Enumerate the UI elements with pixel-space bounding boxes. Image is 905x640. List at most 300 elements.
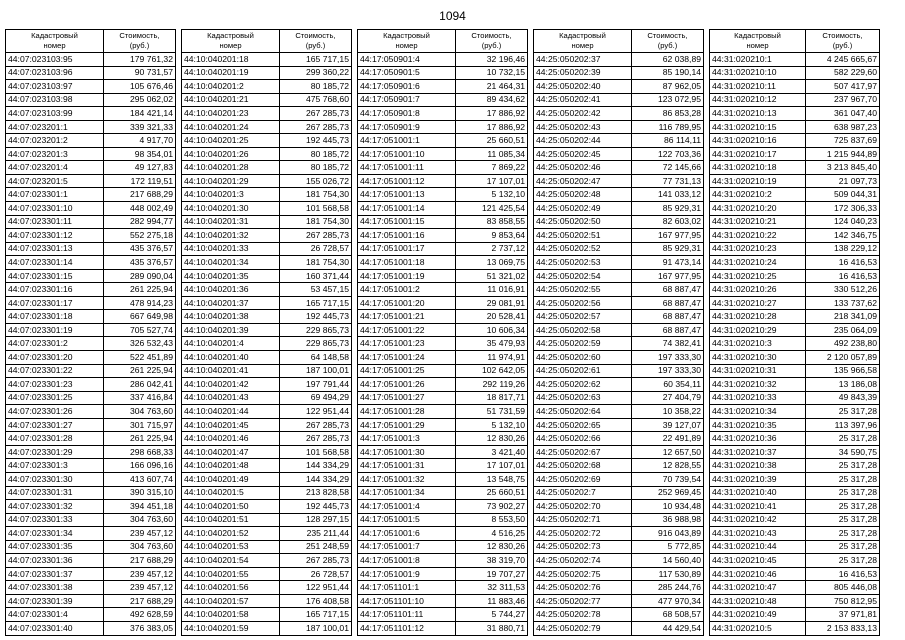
table-row <box>182 134 352 148</box>
table-row <box>182 567 352 581</box>
cadastral-number-cell: 44:25:050202:66 <box>534 432 632 446</box>
cadastral-number-cell: 44:31:020210:24 <box>710 256 806 270</box>
cadastral-number-cell: 44:10:040201:3 <box>182 188 280 202</box>
table-row <box>182 459 352 473</box>
table-row <box>534 161 704 175</box>
cost-cell: 102 642,05 <box>456 364 528 378</box>
cadastral-number-cell: 44:31:020210:3 <box>710 337 806 351</box>
cadastral-number-cell: 44:25:050202:45 <box>534 147 632 161</box>
table-row <box>182 608 352 622</box>
table-row <box>182 472 352 486</box>
table-row <box>6 351 176 365</box>
table-header-row <box>6 30 176 53</box>
cadastral-number-header: Кадастровый номер <box>182 30 280 53</box>
cadastral-number-cell: 44:10:040201:37 <box>182 296 280 310</box>
table-row <box>534 53 704 67</box>
table-row <box>6 594 176 608</box>
cost-cell: 229 865,73 <box>280 323 352 337</box>
cost-cell: 229 865,73 <box>280 337 352 351</box>
cost-cell: 25 317,28 <box>806 500 880 514</box>
cadastral-number-cell: 44:25:050202:64 <box>534 405 632 419</box>
table-row <box>358 554 528 568</box>
cadastral-number-cell: 44:25:050202:48 <box>534 188 632 202</box>
table-row <box>6 120 176 134</box>
cost-cell: 12 830,26 <box>456 540 528 554</box>
table-row <box>710 486 880 500</box>
cost-cell: 448 002,49 <box>104 202 176 216</box>
table-row <box>358 161 528 175</box>
cost-cell: 4 245 665,67 <box>806 53 880 67</box>
table-row <box>710 174 880 188</box>
table-row <box>710 283 880 297</box>
cost-cell: 85 929,31 <box>632 202 704 216</box>
table-row <box>534 513 704 527</box>
table-row <box>6 283 176 297</box>
cadastral-number-cell: 44:07:023301:35 <box>6 540 104 554</box>
table-row <box>182 147 352 161</box>
cost-cell: 11 883,46 <box>456 594 528 608</box>
cost-cell: 101 568,58 <box>280 445 352 459</box>
cost-cell: 64 148,58 <box>280 351 352 365</box>
cost-cell: 19 707,27 <box>456 567 528 581</box>
table-row <box>6 445 176 459</box>
table-row <box>710 53 880 67</box>
table-row <box>534 351 704 365</box>
cadastral-number-cell: 44:31:020210:21 <box>710 215 806 229</box>
cost-cell: 86 853,28 <box>632 107 704 121</box>
table-row <box>710 500 880 514</box>
table-row <box>6 554 176 568</box>
cadastral-number-cell: 44:31:020210:10 <box>710 66 806 80</box>
cadastral-number-cell: 44:31:020210:18 <box>710 161 806 175</box>
cost-cell: 217 688,29 <box>104 594 176 608</box>
table-row <box>358 567 528 581</box>
cadastral-number-cell: 44:07:023301:14 <box>6 256 104 270</box>
table-row <box>358 66 528 80</box>
cadastral-number-cell: 44:17:051001:31 <box>358 459 456 473</box>
cadastral-number-cell: 44:10:040201:39 <box>182 323 280 337</box>
table-row <box>358 621 528 635</box>
cadastral-number-cell: 44:25:050202:53 <box>534 256 632 270</box>
table-row <box>534 378 704 392</box>
table-row <box>534 242 704 256</box>
cadastral-number-cell: 44:17:051001:22 <box>358 323 456 337</box>
table-row <box>6 229 176 243</box>
cadastral-number-cell: 44:25:050202:52 <box>534 242 632 256</box>
cost-cell: 155 026,72 <box>280 174 352 188</box>
cadastral-number-cell: 44:10:040201:5 <box>182 486 280 500</box>
cost-cell: 3 421,40 <box>456 445 528 459</box>
cost-cell: 197 333,30 <box>632 351 704 365</box>
cadastral-number-cell: 44:31:020210:42 <box>710 513 806 527</box>
cadastral-number-cell: 44:31:020210:36 <box>710 432 806 446</box>
cost-cell: 25 660,51 <box>456 134 528 148</box>
cost-cell: 522 451,89 <box>104 351 176 365</box>
cadastral-number-cell: 44:07:023301:3 <box>6 459 104 473</box>
cost-cell: 213 828,58 <box>280 486 352 500</box>
table-row <box>534 256 704 270</box>
cadastral-number-cell: 44:31:020210:11 <box>710 80 806 94</box>
cost-cell: 192 445,73 <box>280 500 352 514</box>
cadastral-number-cell: 44:17:051001:14 <box>358 202 456 216</box>
cost-cell: 25 317,28 <box>806 405 880 419</box>
cadastral-number-cell: 44:17:051001:7 <box>358 540 456 554</box>
table-row <box>6 364 176 378</box>
table-row <box>6 215 176 229</box>
table-row <box>182 337 352 351</box>
cadastral-number-cell: 44:25:050202:71 <box>534 513 632 527</box>
cost-cell: 89 434,62 <box>456 93 528 107</box>
cadastral-number-header: Кадастровый номер <box>6 30 104 53</box>
cost-cell: 113 397,96 <box>806 418 880 432</box>
cadastral-number-cell: 44:10:040201:19 <box>182 66 280 80</box>
table-row <box>182 418 352 432</box>
cadastral-number-cell: 44:17:051001:16 <box>358 229 456 243</box>
cost-cell: 25 317,28 <box>806 472 880 486</box>
table-row <box>534 107 704 121</box>
cost-header: Стоимость, (руб.) <box>104 30 176 53</box>
cost-cell: 49 127,83 <box>104 161 176 175</box>
table-row <box>6 202 176 216</box>
cadastral-number-cell: 44:31:020210:12 <box>710 93 806 107</box>
cadastral-number-cell: 44:07:023301:1 <box>6 188 104 202</box>
cadastral-number-cell: 44:31:020210:2 <box>710 188 806 202</box>
cadastral-number-cell: 44:31:020210:45 <box>710 554 806 568</box>
cost-cell: 83 858,55 <box>456 215 528 229</box>
cadastral-number-cell: 44:25:050202:50 <box>534 215 632 229</box>
cost-cell: 98 354,01 <box>104 147 176 161</box>
cadastral-number-cell: 44:17:051001:19 <box>358 269 456 283</box>
cost-cell: 165 717,15 <box>280 608 352 622</box>
cadastral-number-cell: 44:25:050202:77 <box>534 594 632 608</box>
cadastral-number-cell: 44:17:051101:12 <box>358 621 456 635</box>
cost-cell: 5 132,10 <box>456 188 528 202</box>
cost-cell: 35 479,93 <box>456 337 528 351</box>
cadastral-number-cell: 44:10:040201:2 <box>182 80 280 94</box>
table-row <box>534 472 704 486</box>
table-row <box>182 445 352 459</box>
table-row <box>534 459 704 473</box>
cost-cell: 187 100,01 <box>280 621 352 635</box>
cost-cell: 725 837,69 <box>806 134 880 148</box>
cost-cell: 172 306,33 <box>806 202 880 216</box>
cadastral-number-cell: 44:31:020210:25 <box>710 269 806 283</box>
cadastral-number-cell: 44:10:040201:25 <box>182 134 280 148</box>
cadastral-number-cell: 44:07:023103:95 <box>6 53 104 67</box>
cost-cell: 261 225,94 <box>104 283 176 297</box>
cadastral-number-cell: 44:07:023201:4 <box>6 161 104 175</box>
cost-cell: 82 603,02 <box>632 215 704 229</box>
cost-cell: 509 044,31 <box>806 188 880 202</box>
cost-cell: 80 185,72 <box>280 161 352 175</box>
table-row <box>182 283 352 297</box>
table-row <box>534 323 704 337</box>
cost-cell: 68 508,57 <box>632 608 704 622</box>
cadastral-number-cell: 44:10:040201:31 <box>182 215 280 229</box>
cost-cell: 239 457,12 <box>104 567 176 581</box>
cadastral-number-cell: 44:31:020210:49 <box>710 608 806 622</box>
cadastral-number-cell: 44:07:023301:17 <box>6 296 104 310</box>
cost-cell: 181 754,30 <box>280 256 352 270</box>
cadastral-number-cell: 44:17:051001:11 <box>358 161 456 175</box>
cadastral-number-cell: 44:17:051001:23 <box>358 337 456 351</box>
cost-table-4 <box>533 29 704 636</box>
table-row <box>534 594 704 608</box>
cost-cell: 179 761,32 <box>104 53 176 67</box>
cadastral-number-cell: 44:25:050202:51 <box>534 229 632 243</box>
cost-cell: 73 902,27 <box>456 500 528 514</box>
table-row <box>182 229 352 243</box>
cadastral-number-cell: 44:07:023201:3 <box>6 147 104 161</box>
cost-cell: 301 715,97 <box>104 418 176 432</box>
cost-cell: 267 285,73 <box>280 120 352 134</box>
cadastral-number-cell: 44:10:040201:49 <box>182 472 280 486</box>
table-row <box>534 296 704 310</box>
table-row <box>534 608 704 622</box>
table-row <box>710 242 880 256</box>
table-row <box>6 174 176 188</box>
cadastral-number-cell: 44:07:023201:1 <box>6 120 104 134</box>
cost-cell: 176 408,58 <box>280 594 352 608</box>
cost-cell: 80 185,72 <box>280 147 352 161</box>
cadastral-number-cell: 44:10:040201:32 <box>182 229 280 243</box>
cadastral-number-cell: 44:25:050202:76 <box>534 581 632 595</box>
cost-cell: 261 225,94 <box>104 432 176 446</box>
table-row <box>6 147 176 161</box>
table-row <box>534 134 704 148</box>
cadastral-number-cell: 44:07:023301:29 <box>6 445 104 459</box>
cadastral-number-cell: 44:07:023103:98 <box>6 93 104 107</box>
cost-cell: 22 491,89 <box>632 432 704 446</box>
cadastral-number-cell: 44:31:020210:5 <box>710 621 806 635</box>
cost-cell: 3 213 845,40 <box>806 161 880 175</box>
cost-table-1 <box>5 29 176 636</box>
cost-cell: 261 225,94 <box>104 364 176 378</box>
cadastral-number-cell: 44:07:023301:32 <box>6 500 104 514</box>
cadastral-number-cell: 44:31:020210:47 <box>710 581 806 595</box>
cost-cell: 299 360,22 <box>280 66 352 80</box>
table-row <box>358 80 528 94</box>
cadastral-number-cell: 44:07:023103:99 <box>6 107 104 121</box>
table-row <box>710 337 880 351</box>
table-row <box>358 323 528 337</box>
table-row <box>182 323 352 337</box>
cost-cell: 165 717,15 <box>280 53 352 67</box>
cadastral-number-cell: 44:10:040201:21 <box>182 93 280 107</box>
cadastral-number-cell: 44:25:050202:73 <box>534 540 632 554</box>
cadastral-number-cell: 44:17:051001:9 <box>358 567 456 581</box>
cost-cell: 44 429,54 <box>632 621 704 635</box>
table-row <box>710 445 880 459</box>
cost-cell: 17 886,92 <box>456 120 528 134</box>
table-row <box>182 161 352 175</box>
cost-cell: 2 120 057,89 <box>806 351 880 365</box>
cadastral-number-cell: 44:25:050202:79 <box>534 621 632 635</box>
cost-cell: 10 732,15 <box>456 66 528 80</box>
table-row <box>710 459 880 473</box>
cadastral-number-cell: 44:07:023301:30 <box>6 472 104 486</box>
cost-cell: 25 317,28 <box>806 540 880 554</box>
cadastral-number-cell: 44:25:050202:40 <box>534 80 632 94</box>
cadastral-number-cell: 44:10:040201:18 <box>182 53 280 67</box>
table-row <box>710 608 880 622</box>
table-row <box>358 351 528 365</box>
table-row <box>710 540 880 554</box>
cadastral-number-cell: 44:07:023301:20 <box>6 351 104 365</box>
cost-cell: 135 966,58 <box>806 364 880 378</box>
cadastral-number-cell: 44:10:040201:56 <box>182 581 280 595</box>
cost-cell: 165 717,15 <box>280 296 352 310</box>
cost-cell: 18 817,71 <box>456 391 528 405</box>
table-row <box>182 364 352 378</box>
cadastral-number-cell: 44:25:050202:59 <box>534 337 632 351</box>
cadastral-number-cell: 44:10:040201:33 <box>182 242 280 256</box>
cost-cell: 11 016,91 <box>456 283 528 297</box>
table-row <box>6 459 176 473</box>
cadastral-number-cell: 44:31:020210:33 <box>710 391 806 405</box>
cadastral-number-cell: 44:31:020210:22 <box>710 229 806 243</box>
cadastral-number-cell: 44:25:050202:61 <box>534 364 632 378</box>
cadastral-number-cell: 44:17:051101:10 <box>358 594 456 608</box>
cost-cell: 237 967,70 <box>806 93 880 107</box>
table-row <box>182 391 352 405</box>
table-row <box>710 147 880 161</box>
table-row <box>358 93 528 107</box>
cost-cell: 492 238,80 <box>806 337 880 351</box>
cost-cell: 85 190,14 <box>632 66 704 80</box>
cadastral-number-cell: 44:31:020210:34 <box>710 405 806 419</box>
cadastral-number-cell: 44:25:050202:7 <box>534 486 632 500</box>
table-row <box>358 445 528 459</box>
cost-cell: 122 703,36 <box>632 147 704 161</box>
cadastral-number-cell: 44:31:020210:23 <box>710 242 806 256</box>
cost-cell: 25 317,28 <box>806 554 880 568</box>
cost-cell: 122 951,44 <box>280 405 352 419</box>
cost-header: Стоимость, (руб.) <box>456 30 528 53</box>
table-row <box>534 229 704 243</box>
cost-cell: 5 744,27 <box>456 608 528 622</box>
cadastral-number-cell: 44:31:020210:27 <box>710 296 806 310</box>
cadastral-number-cell: 44:07:023201:5 <box>6 174 104 188</box>
table-row <box>534 581 704 595</box>
table-row <box>710 161 880 175</box>
table-row <box>534 391 704 405</box>
cost-header: Стоимость, (руб.) <box>632 30 704 53</box>
cadastral-number-cell: 44:25:050202:62 <box>534 378 632 392</box>
table-row <box>710 80 880 94</box>
cadastral-number-header: Кадастровый номер <box>710 30 806 53</box>
cadastral-number-cell: 44:17:051001:30 <box>358 445 456 459</box>
cadastral-number-cell: 44:17:051001:34 <box>358 486 456 500</box>
cadastral-number-cell: 44:10:040201:36 <box>182 283 280 297</box>
table-row <box>710 229 880 243</box>
table-row <box>6 242 176 256</box>
table-row <box>6 80 176 94</box>
table-row <box>710 256 880 270</box>
cost-cell: 295 062,02 <box>104 93 176 107</box>
cadastral-number-cell: 44:10:040201:44 <box>182 405 280 419</box>
cost-cell: 166 096,16 <box>104 459 176 473</box>
cost-cell: 90 731,57 <box>104 66 176 80</box>
cost-cell: 86 114,11 <box>632 134 704 148</box>
cost-cell: 13 069,75 <box>456 256 528 270</box>
cost-cell: 326 532,43 <box>104 337 176 351</box>
cost-cell: 478 914,23 <box>104 296 176 310</box>
cadastral-number-cell: 44:31:020210:29 <box>710 323 806 337</box>
cadastral-number-cell: 44:10:040201:57 <box>182 594 280 608</box>
table-row <box>534 486 704 500</box>
cadastral-number-cell: 44:17:051001:4 <box>358 500 456 514</box>
cost-cell: 11 974,91 <box>456 351 528 365</box>
cadastral-number-cell: 44:25:050202:37 <box>534 53 632 67</box>
cadastral-number-header: Кадастровый номер <box>534 30 632 53</box>
table-row <box>182 378 352 392</box>
table-row <box>710 188 880 202</box>
cadastral-number-cell: 44:10:040201:40 <box>182 351 280 365</box>
cost-cell: 121 425,54 <box>456 202 528 216</box>
table-row <box>358 174 528 188</box>
cadastral-number-cell: 44:31:020210:26 <box>710 283 806 297</box>
cadastral-number-cell: 44:10:040201:30 <box>182 202 280 216</box>
cadastral-number-cell: 44:25:050202:69 <box>534 472 632 486</box>
cadastral-number-cell: 44:17:051001:1 <box>358 134 456 148</box>
table-row <box>358 486 528 500</box>
table-row <box>182 53 352 67</box>
cadastral-number-cell: 44:17:050901:8 <box>358 107 456 121</box>
cost-cell: 197 791,44 <box>280 378 352 392</box>
cost-cell: 9 853,64 <box>456 229 528 243</box>
cost-cell: 239 457,12 <box>104 581 176 595</box>
cost-cell: 267 285,73 <box>280 554 352 568</box>
cost-cell: 805 446,08 <box>806 581 880 595</box>
cadastral-number-cell: 44:07:023301:16 <box>6 283 104 297</box>
cost-cell: 11 085,34 <box>456 147 528 161</box>
table-row <box>182 242 352 256</box>
cost-cell: 26 728,57 <box>280 567 352 581</box>
page-number: 1094 <box>439 9 466 23</box>
table-row <box>358 107 528 121</box>
table-row <box>358 188 528 202</box>
cadastral-number-cell: 44:10:040201:41 <box>182 364 280 378</box>
cadastral-number-cell: 44:10:040201:26 <box>182 147 280 161</box>
cost-cell: 251 248,59 <box>280 540 352 554</box>
cost-cell: 197 333,30 <box>632 364 704 378</box>
cost-cell: 124 040,23 <box>806 215 880 229</box>
cadastral-number-cell: 44:17:051001:17 <box>358 242 456 256</box>
cost-cell: 252 969,45 <box>632 486 704 500</box>
table-row <box>358 215 528 229</box>
cadastral-number-cell: 44:31:020210:19 <box>710 174 806 188</box>
cost-cell: 218 341,09 <box>806 310 880 324</box>
cost-cell: 390 315,10 <box>104 486 176 500</box>
cost-cell: 160 371,44 <box>280 269 352 283</box>
cost-cell: 51 321,02 <box>456 269 528 283</box>
cadastral-number-cell: 44:17:051001:18 <box>358 256 456 270</box>
table-row <box>182 310 352 324</box>
table-row <box>534 500 704 514</box>
cost-cell: 12 830,26 <box>456 432 528 446</box>
cost-cell: 916 043,89 <box>632 527 704 541</box>
cadastral-number-cell: 44:07:023301:33 <box>6 513 104 527</box>
table-row <box>534 80 704 94</box>
cadastral-number-cell: 44:17:051001:27 <box>358 391 456 405</box>
cadastral-number-cell: 44:07:023301:2 <box>6 337 104 351</box>
cost-cell: 105 676,46 <box>104 80 176 94</box>
cadastral-number-cell: 44:17:051001:29 <box>358 418 456 432</box>
table-row <box>182 296 352 310</box>
table-row <box>358 594 528 608</box>
cadastral-number-cell: 44:07:023301:39 <box>6 594 104 608</box>
